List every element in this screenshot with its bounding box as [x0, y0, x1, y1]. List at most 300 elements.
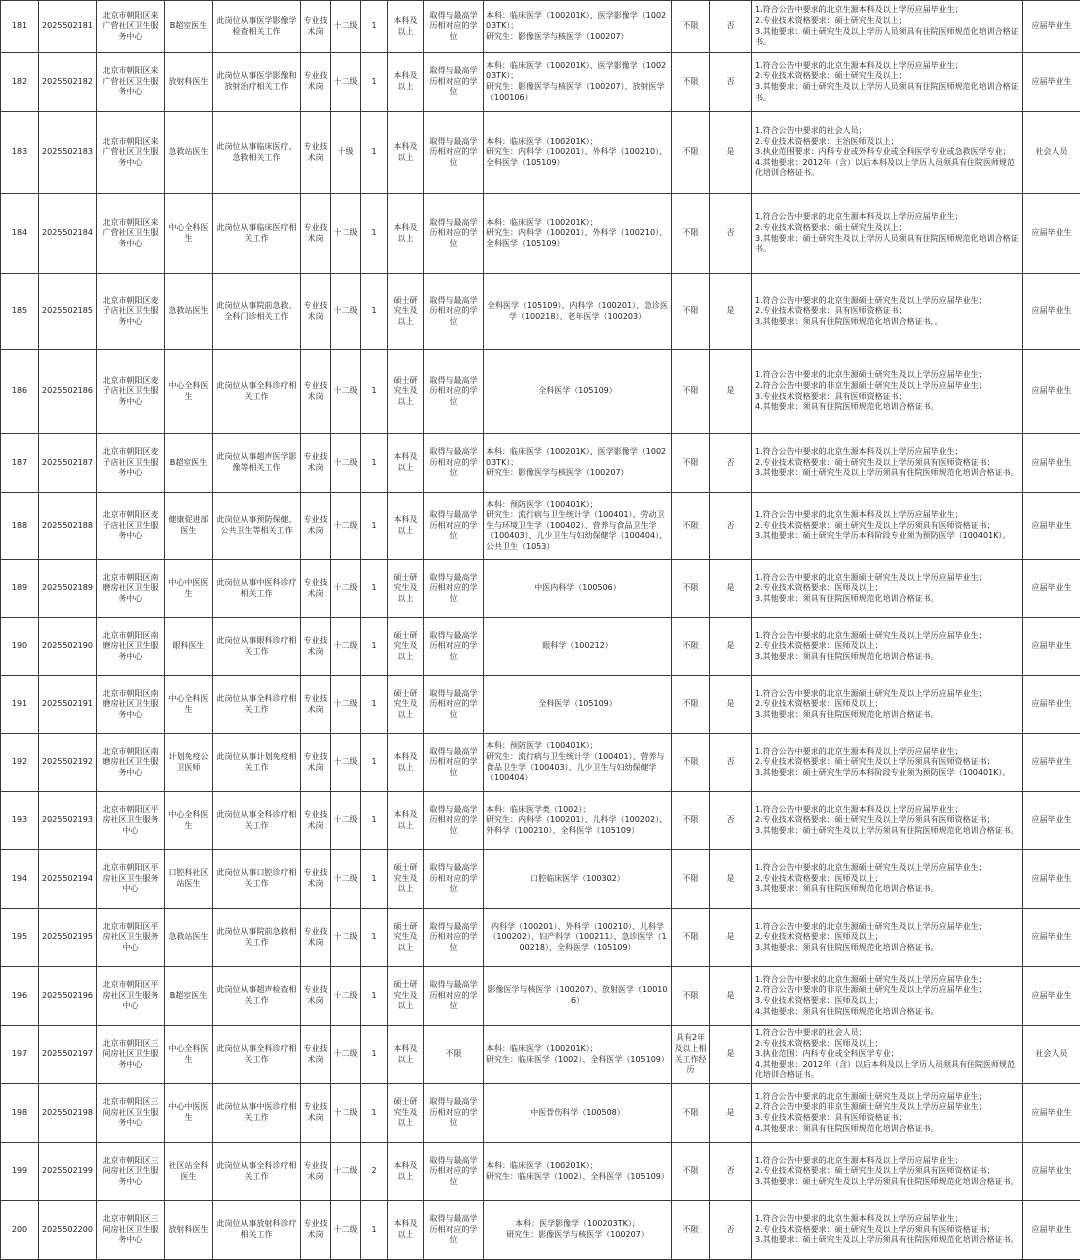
position-code-cell: 2025502189 — [39, 560, 97, 618]
position-name-cell: B超室医生 — [165, 434, 213, 493]
position-level-cell: 十二级 — [331, 792, 361, 850]
position-category-cell: 专业技术岗 — [301, 1084, 331, 1143]
position-name-cell: 中心全科医生 — [165, 676, 213, 734]
table-row — [1, 53, 1080, 112]
education-cell: 本科及以上 — [388, 792, 424, 850]
degree-cell: 取得与最高学历相对应的学位 — [424, 53, 484, 112]
degree-cell: 取得与最高学历相对应的学位 — [424, 1201, 484, 1260]
target-group-cell: 应届毕业生 — [1023, 850, 1080, 909]
row-number-cell: 200 — [1, 1201, 39, 1260]
other-requirements-cell: 1.符合公告中要求的北京生源本科及以上学历应届毕业生； 2.专业技术资格要求：硕士研究生及以上学历须具有医师资格证书； 3.其他要求：硕士研究生及以上学历须具有住院医师规范化培训合格证书。 — [752, 792, 1023, 850]
position-name-cell: 中心全科医生 — [165, 1026, 213, 1084]
position-duty-cell: 此岗位从事口腔诊疗相关工作 — [213, 850, 301, 909]
employer-unit-cell: 北京市朝阳区南磨房社区卫生服务中心 — [97, 560, 165, 618]
position-code-cell: 2025502187 — [39, 434, 97, 493]
education-cell: 硕士研究生及以上 — [388, 350, 424, 434]
row-number-cell: 188 — [1, 493, 39, 560]
written-exam-cell: 是 — [710, 676, 752, 734]
position-code-cell: 2025502185 — [39, 274, 97, 350]
position-code-cell: 2025502192 — [39, 734, 97, 792]
position-category-cell: 专业技术岗 — [301, 53, 331, 112]
work-experience-cell: 不限 — [672, 560, 710, 618]
education-cell: 硕士研究生及以上 — [388, 676, 424, 734]
education-cell: 硕士研究生及以上 — [388, 560, 424, 618]
position-level-cell: 十二级 — [331, 967, 361, 1026]
position-duty-cell: 此岗位从事中医诊疗相关工作 — [213, 1084, 301, 1143]
row-number-cell: 193 — [1, 792, 39, 850]
written-exam-cell: 否 — [710, 1201, 752, 1260]
table-row — [1, 560, 1080, 618]
table-row — [1, 350, 1080, 434]
major-cell: 本科：临床医学（100201K）； 研究生：临床医学（1002）、全科医学（105109） — [484, 1143, 672, 1201]
major-cell: 全科医学（105109） — [484, 350, 672, 434]
employer-unit-cell: 北京市朝阳区来广营社区卫生服务中心 — [97, 53, 165, 112]
position-name-cell: 社区站全科医生 — [165, 1143, 213, 1201]
row-number-cell: 195 — [1, 909, 39, 967]
work-experience-cell: 不限 — [672, 909, 710, 967]
position-level-cell: 十二级 — [331, 1084, 361, 1143]
position-duty-cell: 此岗位从事临床医疗相关工作 — [213, 194, 301, 274]
written-exam-cell: 是 — [710, 560, 752, 618]
target-group-cell: 应届毕业生 — [1023, 560, 1080, 618]
employer-unit-cell: 北京市朝阳区来广营社区卫生服务中心 — [97, 1, 165, 53]
education-cell: 硕士研究生及以上 — [388, 618, 424, 676]
written-exam-cell: 否 — [710, 734, 752, 792]
row-number-cell: 198 — [1, 1084, 39, 1143]
work-experience-cell: 不限 — [672, 967, 710, 1026]
major-cell: 本科：临床医学（100201K）、医学影像学（100203TK）； 研究生：影像医学与核医学（100207）、放射医学（100106） — [484, 53, 672, 112]
position-code-cell: 2025502190 — [39, 618, 97, 676]
position-name-cell: B超室医生 — [165, 967, 213, 1026]
target-group-cell: 社会人员 — [1023, 1026, 1080, 1084]
other-requirements-cell: 1.符合公告中要求的社会人员； 2.专业技术资格要求：医师及以上； 3.执业范围：内科专业或全科医学专业； 4.其他要求：2012年（含）以后本科及以上学历人员须具有住院医师规范化培训合格证书。 — [752, 1026, 1023, 1084]
work-experience-cell: 不限 — [672, 1201, 710, 1260]
position-duty-cell: 此岗位从事院前急救、全科门诊相关工作 — [213, 274, 301, 350]
position-level-cell: 十级 — [331, 112, 361, 194]
major-cell: 全科医学（105109）、内科学（100201）、急诊医学（100218）、老年医学（100203） — [484, 274, 672, 350]
written-exam-cell: 是 — [710, 350, 752, 434]
position-category-cell: 专业技术岗 — [301, 493, 331, 560]
other-requirements-cell: 1.符合公告中要求的北京生源本科及以上学历应届毕业生； 2.专业技术资格要求：硕士研究生及以上学历须具有医师资格证书； 3.其他要求：硕士研究生学历本科阶段专业须为预防医学（100401K）。 — [752, 493, 1023, 560]
target-group-cell: 社会人员 — [1023, 112, 1080, 194]
row-number-cell: 185 — [1, 274, 39, 350]
table-row — [1, 1201, 1080, 1260]
position-category-cell: 专业技术岗 — [301, 734, 331, 792]
position-level-cell: 十二级 — [331, 350, 361, 434]
position-name-cell: 眼科医生 — [165, 618, 213, 676]
table-row — [1, 850, 1080, 909]
written-exam-cell: 否 — [710, 1, 752, 53]
major-cell: 全科医学（105109） — [484, 676, 672, 734]
position-duty-cell: 此岗位从事超声检查相关工作 — [213, 967, 301, 1026]
position-duty-cell: 此岗位从事计划免疫相关工作 — [213, 734, 301, 792]
row-number-cell: 197 — [1, 1026, 39, 1084]
target-group-cell: 应届毕业生 — [1023, 194, 1080, 274]
education-cell: 硕士研究生及以上 — [388, 274, 424, 350]
position-code-cell: 2025502181 — [39, 1, 97, 53]
target-group-cell: 应届毕业生 — [1023, 792, 1080, 850]
position-name-cell: 急救站医生 — [165, 274, 213, 350]
major-cell: 本科：预防医学（100401K）； 研究生：流行病与卫生统计学（100401）、劳动卫生与环境卫生学（100402）、营养与食品卫生学（100403）、儿少卫生与妇幼保健学（100404）、公共卫生（1053） — [484, 493, 672, 560]
work-experience-cell: 不限 — [672, 1, 710, 53]
written-exam-cell: 是 — [710, 850, 752, 909]
work-experience-cell: 不限 — [672, 1143, 710, 1201]
position-duty-cell: 此岗位从事医学影像学检查相关工作 — [213, 1, 301, 53]
position-code-cell: 2025502195 — [39, 909, 97, 967]
table-row — [1, 734, 1080, 792]
education-cell: 本科及以上 — [388, 112, 424, 194]
position-duty-cell: 此岗位从事预防保健、公共卫生等相关工作 — [213, 493, 301, 560]
education-cell: 本科及以上 — [388, 1, 424, 53]
other-requirements-cell: 1.符合公告中要求的北京生源硕士研究生及以上学历应届毕业生； 2.专业技术资格要求：医师及以上； 3.其他要求：须具有住院医师规范化培训合格证书。 — [752, 850, 1023, 909]
row-number-cell: 192 — [1, 734, 39, 792]
table-row — [1, 434, 1080, 493]
work-experience-cell: 不限 — [672, 53, 710, 112]
position-name-cell: 中心中医医生 — [165, 560, 213, 618]
degree-cell: 取得与最高学历相对应的学位 — [424, 493, 484, 560]
education-cell: 硕士研究生及以上 — [388, 850, 424, 909]
target-group-cell: 应届毕业生 — [1023, 434, 1080, 493]
education-cell: 本科及以上 — [388, 734, 424, 792]
employer-unit-cell: 北京市朝阳区麦子店社区卫生服务中心 — [97, 350, 165, 434]
written-exam-cell: 否 — [710, 1143, 752, 1201]
position-name-cell: 中心全科医生 — [165, 194, 213, 274]
major-cell: 本科：医学影像学（100203TK）； 研究生：影像医学与核医学（100207） — [484, 1201, 672, 1260]
degree-cell: 取得与最高学历相对应的学位 — [424, 1, 484, 53]
other-requirements-cell: 1.符合公告中要求的北京生源本科及以上学历应届毕业生； 2.专业技术资格要求：硕士研究生及以上； 3.其他要求：硕士研究生及以上学历人员须具有住院医师规范化培训合格证书。 — [752, 53, 1023, 112]
hiring-count-cell: 1 — [361, 1, 388, 53]
position-code-cell: 2025502184 — [39, 194, 97, 274]
position-category-cell: 专业技术岗 — [301, 850, 331, 909]
table-row — [1, 194, 1080, 274]
work-experience-cell: 不限 — [672, 112, 710, 194]
hiring-count-cell: 1 — [361, 274, 388, 350]
hiring-count-cell: 1 — [361, 1084, 388, 1143]
table-row — [1, 1084, 1080, 1143]
position-duty-cell: 此岗位从事眼科诊疗相关工作 — [213, 618, 301, 676]
position-level-cell: 十二级 — [331, 493, 361, 560]
position-level-cell: 十二级 — [331, 1026, 361, 1084]
position-level-cell: 十二级 — [331, 434, 361, 493]
education-cell: 本科及以上 — [388, 1201, 424, 1260]
hiring-count-cell: 1 — [361, 194, 388, 274]
position-code-cell: 2025502200 — [39, 1201, 97, 1260]
target-group-cell: 应届毕业生 — [1023, 1143, 1080, 1201]
degree-cell: 取得与最高学历相对应的学位 — [424, 434, 484, 493]
row-number-cell: 183 — [1, 112, 39, 194]
degree-cell: 取得与最高学历相对应的学位 — [424, 112, 484, 194]
position-category-cell: 专业技术岗 — [301, 1143, 331, 1201]
education-cell: 本科及以上 — [388, 194, 424, 274]
position-category-cell: 专业技术岗 — [301, 112, 331, 194]
employer-unit-cell: 北京市朝阳区南磨房社区卫生服务中心 — [97, 676, 165, 734]
other-requirements-cell: 1.符合公告中要求的北京生源本科及以上学历应届毕业生； 2.专业技术资格要求：硕士研究生及以上学历须具有医师资格证书； 3.其他要求：硕士研究生学历本科阶段专业须为预防医学（100401K）。 — [752, 734, 1023, 792]
major-cell: 本科：临床医学（100201K）； 研究生：内科学（100201）、外科学（100210）、全科医学（105109） — [484, 194, 672, 274]
other-requirements-cell: 1.符合公告中要求的北京生源硕士研究生及以上学历应届毕业生； 2.专业技术资格要求：医师及以上； 3.其他要求：须具有住院医师规范化培训合格证书。 — [752, 618, 1023, 676]
position-duty-cell: 此岗位从事医学影像和放射治疗相关工作 — [213, 53, 301, 112]
position-duty-cell: 此岗位从事全科诊疗相关工作 — [213, 1026, 301, 1084]
position-code-cell: 2025502186 — [39, 350, 97, 434]
table-row — [1, 967, 1080, 1026]
major-cell: 本科：临床医学（100201K）、医学影像学（100203TK）； 研究生：影像医学与核医学（100207） — [484, 1, 672, 53]
position-name-cell: 放射科医生 — [165, 53, 213, 112]
target-group-cell: 应届毕业生 — [1023, 350, 1080, 434]
employer-unit-cell: 北京市朝阳区三间房社区卫生服务中心 — [97, 1201, 165, 1260]
hiring-count-cell: 1 — [361, 560, 388, 618]
row-number-cell: 181 — [1, 1, 39, 53]
position-code-cell: 2025502193 — [39, 792, 97, 850]
position-category-cell: 专业技术岗 — [301, 1026, 331, 1084]
position-level-cell: 十二级 — [331, 194, 361, 274]
hiring-count-cell: 1 — [361, 112, 388, 194]
employer-unit-cell: 北京市朝阳区麦子店社区卫生服务中心 — [97, 434, 165, 493]
other-requirements-cell: 1.符合公告中要求的北京生源本科及以上学历应届毕业生； 2.专业技术资格要求：硕士研究生及以上学历须具有医师资格证书； 3.其他要求：硕士研究生及以上学历须具有住院医师规范化培训合格证书。 — [752, 1143, 1023, 1201]
position-name-cell: 急救站医生 — [165, 909, 213, 967]
position-duty-cell: 此岗位从事中医科诊疗相关工作 — [213, 560, 301, 618]
degree-cell: 取得与最高学历相对应的学位 — [424, 194, 484, 274]
position-category-cell: 专业技术岗 — [301, 967, 331, 1026]
major-cell: 本科：临床医学类（1002）； 研究生：内科学（100201）、儿科学（100202）、外科学（100210）、全科医学（105109） — [484, 792, 672, 850]
employer-unit-cell: 北京市朝阳区南磨房社区卫生服务中心 — [97, 734, 165, 792]
target-group-cell: 应届毕业生 — [1023, 274, 1080, 350]
position-level-cell: 十二级 — [331, 274, 361, 350]
written-exam-cell: 否 — [710, 53, 752, 112]
table-row — [1, 676, 1080, 734]
position-category-cell: 专业技术岗 — [301, 1, 331, 53]
position-category-cell: 专业技术岗 — [301, 909, 331, 967]
education-cell: 硕士研究生及以上 — [388, 967, 424, 1026]
major-cell: 内科学（100201）、外科学（100210）、儿科学（100202）、妇产科学（100211）、急诊医学（100218）、全科医学（105109） — [484, 909, 672, 967]
written-exam-cell: 是 — [710, 618, 752, 676]
work-experience-cell: 不限 — [672, 493, 710, 560]
position-level-cell: 十二级 — [331, 1143, 361, 1201]
row-number-cell: 190 — [1, 618, 39, 676]
position-code-cell: 2025502194 — [39, 850, 97, 909]
row-number-cell: 191 — [1, 676, 39, 734]
position-level-cell: 十二级 — [331, 734, 361, 792]
work-experience-cell: 不限 — [672, 618, 710, 676]
education-cell: 本科及以上 — [388, 1026, 424, 1084]
target-group-cell: 应届毕业生 — [1023, 53, 1080, 112]
written-exam-cell: 是 — [710, 967, 752, 1026]
work-experience-cell: 不限 — [672, 676, 710, 734]
table-row — [1, 618, 1080, 676]
hiring-count-cell: 2 — [361, 1143, 388, 1201]
position-code-cell: 2025502182 — [39, 53, 97, 112]
major-cell: 眼科学（100212） — [484, 618, 672, 676]
target-group-cell: 应届毕业生 — [1023, 967, 1080, 1026]
position-duty-cell: 此岗位从事院前急救相关工作 — [213, 909, 301, 967]
hiring-count-cell: 1 — [361, 850, 388, 909]
employer-unit-cell: 北京市朝阳区平房社区卫生服务中心 — [97, 967, 165, 1026]
work-experience-cell: 不限 — [672, 194, 710, 274]
degree-cell: 取得与最高学历相对应的学位 — [424, 1084, 484, 1143]
degree-cell: 取得与最高学历相对应的学位 — [424, 850, 484, 909]
row-number-cell: 187 — [1, 434, 39, 493]
work-experience-cell: 不限 — [672, 850, 710, 909]
position-name-cell: 急救站医生 — [165, 112, 213, 194]
hiring-count-cell: 1 — [361, 53, 388, 112]
hiring-count-cell: 1 — [361, 676, 388, 734]
table-row — [1, 1143, 1080, 1201]
hiring-count-cell: 1 — [361, 493, 388, 560]
row-number-cell: 189 — [1, 560, 39, 618]
written-exam-cell: 否 — [710, 792, 752, 850]
hiring-count-cell: 1 — [361, 350, 388, 434]
major-cell: 本科：临床医学（100201K）； 研究生：内科学（100201）、外科学（100210）、全科医学（105109） — [484, 112, 672, 194]
education-cell: 本科及以上 — [388, 493, 424, 560]
education-cell: 硕士研究生及以上 — [388, 1084, 424, 1143]
hiring-count-cell: 1 — [361, 734, 388, 792]
written-exam-cell: 否 — [710, 434, 752, 493]
other-requirements-cell: 1.符合公告中要求的社会人员； 2.专业技术资格要求：主治医师及以上； 3.执业范围要求：内科专业或外科专业或全科医学专业或急救医学专业； 4.其他要求：2012年（含）以后本科及以上学历人员须具有住院医师规范化培训合格证书。 — [752, 112, 1023, 194]
written-exam-cell: 是 — [710, 909, 752, 967]
position-category-cell: 专业技术岗 — [301, 676, 331, 734]
other-requirements-cell: 1.符合公告中要求的北京生源本科及以上学历应届毕业生； 2.专业技术资格要求：硕士研究生及以上； 3.其他要求：硕士研究生及以上学历人员须具有住院医师规范化培训合格证书。 — [752, 194, 1023, 274]
hiring-count-cell: 1 — [361, 1026, 388, 1084]
target-group-cell: 应届毕业生 — [1023, 493, 1080, 560]
work-experience-cell: 不限 — [672, 350, 710, 434]
other-requirements-cell: 1.符合公告中要求的北京生源本科及以上学历应届毕业生； 2.专业技术资格要求：硕士研究生及以上； 3.其他要求：硕士研究生及以上学历人员须具有住院医师规范化培训合格证书。 — [752, 1, 1023, 53]
employer-unit-cell: 北京市朝阳区麦子店社区卫生服务中心 — [97, 493, 165, 560]
target-group-cell: 应届毕业生 — [1023, 676, 1080, 734]
position-code-cell: 2025502197 — [39, 1026, 97, 1084]
written-exam-cell: 否 — [710, 194, 752, 274]
position-duty-cell: 此岗位从事全科诊疗相关工作 — [213, 350, 301, 434]
position-category-cell: 专业技术岗 — [301, 618, 331, 676]
hiring-count-cell: 1 — [361, 792, 388, 850]
other-requirements-cell: 1.符合公告中要求的北京生源硕士研究生及以上学历应届毕业生； 2.符合公告中要求的非京生源硕士研究生及以上学历应届毕业生； 3.专业技术资格要求：医师及以上； 4.其他要求：须具有住院医师规范化培训合格证书。 — [752, 967, 1023, 1026]
position-name-cell: B超室医生 — [165, 1, 213, 53]
position-name-cell: 健康促进部医生 — [165, 493, 213, 560]
row-number-cell: 182 — [1, 53, 39, 112]
degree-cell: 取得与最高学历相对应的学位 — [424, 792, 484, 850]
row-number-cell: 184 — [1, 194, 39, 274]
education-cell: 本科及以上 — [388, 1143, 424, 1201]
position-duty-cell: 此岗位从事超声医学影像等相关工作 — [213, 434, 301, 493]
position-level-cell: 十二级 — [331, 676, 361, 734]
position-code-cell: 2025502191 — [39, 676, 97, 734]
degree-cell: 取得与最高学历相对应的学位 — [424, 350, 484, 434]
hiring-count-cell: 1 — [361, 1201, 388, 1260]
major-cell: 影像医学与核医学（100207）、放射医学（100106） — [484, 967, 672, 1026]
major-cell: 口腔临床医学（100302） — [484, 850, 672, 909]
position-code-cell: 2025502183 — [39, 112, 97, 194]
target-group-cell: 应届毕业生 — [1023, 1201, 1080, 1260]
work-experience-cell: 不限 — [672, 1084, 710, 1143]
target-group-cell: 应届毕业生 — [1023, 734, 1080, 792]
degree-cell: 取得与最高学历相对应的学位 — [424, 676, 484, 734]
employer-unit-cell: 北京市朝阳区三间房社区卫生服务中心 — [97, 1084, 165, 1143]
written-exam-cell: 是 — [710, 274, 752, 350]
major-cell: 本科：预防医学（100401K）； 研究生：流行病与卫生统计学（100401）、营养与食品卫生学（100403）、儿少卫生与妇幼保健学（100404） — [484, 734, 672, 792]
major-cell: 中医内科学（100506） — [484, 560, 672, 618]
position-code-cell: 2025502196 — [39, 967, 97, 1026]
position-category-cell: 专业技术岗 — [301, 274, 331, 350]
other-requirements-cell: 1.符合公告中要求的北京生源硕士研究生及以上学历应届毕业生； 2.专业技术资格要求：医师及以上； 3.其他要求：须具有住院医师规范化培训合格证书。 — [752, 676, 1023, 734]
work-experience-cell: 不限 — [672, 434, 710, 493]
position-duty-cell: 此岗位从事全科诊疗相关工作 — [213, 792, 301, 850]
employer-unit-cell: 北京市朝阳区平房社区卫生服务中心 — [97, 850, 165, 909]
employer-unit-cell: 北京市朝阳区平房社区卫生服务中心 — [97, 792, 165, 850]
position-name-cell: 放射科医生 — [165, 1201, 213, 1260]
degree-cell: 取得与最高学历相对应的学位 — [424, 618, 484, 676]
table-body — [1, 1, 1080, 1260]
position-duty-cell: 此岗位从事临床医疗、急救相关工作 — [213, 112, 301, 194]
employer-unit-cell: 北京市朝阳区三间房社区卫生服务中心 — [97, 1143, 165, 1201]
position-level-cell: 十二级 — [331, 1201, 361, 1260]
employer-unit-cell: 北京市朝阳区三间房社区卫生服务中心 — [97, 1026, 165, 1084]
position-category-cell: 专业技术岗 — [301, 560, 331, 618]
target-group-cell: 应届毕业生 — [1023, 1, 1080, 53]
position-category-cell: 专业技术岗 — [301, 1201, 331, 1260]
position-level-cell: 十二级 — [331, 850, 361, 909]
target-group-cell: 应届毕业生 — [1023, 909, 1080, 967]
table-row — [1, 493, 1080, 560]
position-category-cell: 专业技术岗 — [301, 434, 331, 493]
hiring-count-cell: 1 — [361, 909, 388, 967]
work-experience-cell: 不限 — [672, 734, 710, 792]
other-requirements-cell: 1.符合公告中要求的北京生源硕士研究生及以上学历应届毕业生； 2.符合公告中要求的非京生源硕士研究生及以上学历应届毕业生； 3.专业技术资格要求：具有医师资格证书； 4.其他要求：须具有住院医师规范化培训合格证书。 — [752, 1084, 1023, 1143]
position-duty-cell: 此岗位从事全科诊疗相关工作 — [213, 1143, 301, 1201]
other-requirements-cell: 1.符合公告中要求的北京生源硕士研究生及以上学历应届毕业生； 2.符合公告中要求的非京生源硕士研究生及以上学历应届毕业生； 3.专业技术资格要求：具有医师资格证书； 4.其他要求：须具有住院医师规范化培训合格证书。 — [752, 350, 1023, 434]
table-row — [1, 909, 1080, 967]
other-requirements-cell: 1.符合公告中要求的北京生源硕士研究生及以上学历应届毕业生； 2.专业技术资格要求：医师及以上； 3.其他要求：须具有住院医师规范化培训合格证书。 — [752, 909, 1023, 967]
written-exam-cell: 否 — [710, 493, 752, 560]
position-code-cell: 2025502188 — [39, 493, 97, 560]
position-duty-cell: 此岗位从事全科诊疗相关工作 — [213, 676, 301, 734]
position-code-cell: 2025502198 — [39, 1084, 97, 1143]
position-name-cell: 中心全科医生 — [165, 350, 213, 434]
position-level-cell: 十二级 — [331, 1, 361, 53]
target-group-cell: 应届毕业生 — [1023, 1084, 1080, 1143]
employer-unit-cell: 北京市朝阳区来广营社区卫生服务中心 — [97, 112, 165, 194]
hiring-count-cell: 1 — [361, 967, 388, 1026]
education-cell: 本科及以上 — [388, 434, 424, 493]
position-name-cell: 中心全科医生 — [165, 792, 213, 850]
other-requirements-cell: 1.符合公告中要求的北京生源硕士研究生及以上学历应届毕业生； 2.专业技术资格要求：医师及以上； 3.其他要求：须具有住院医师规范化培训合格证书。 — [752, 560, 1023, 618]
row-number-cell: 199 — [1, 1143, 39, 1201]
other-requirements-cell: 1.符合公告中要求的北京生源本科及以上学历应届毕业生； 2.专业技术资格要求：硕士研究生及以上学历须具有医师资格证书； 3.其他要求：硕士研究生及以上学历须具有住院医师规范化培训合格证书。 — [752, 434, 1023, 493]
work-experience-cell: 不限 — [672, 274, 710, 350]
written-exam-cell: 是 — [710, 1084, 752, 1143]
work-experience-cell: 不限 — [672, 792, 710, 850]
position-level-cell: 十二级 — [331, 909, 361, 967]
position-name-cell: 口腔科社区站医生 — [165, 850, 213, 909]
table-row — [1, 1026, 1080, 1084]
row-number-cell: 186 — [1, 350, 39, 434]
work-experience-cell: 具有2年及以上相关工作经历 — [672, 1026, 710, 1084]
degree-cell: 取得与最高学历相对应的学位 — [424, 274, 484, 350]
row-number-cell: 196 — [1, 967, 39, 1026]
position-category-cell: 专业技术岗 — [301, 792, 331, 850]
employer-unit-cell: 北京市朝阳区麦子店社区卫生服务中心 — [97, 274, 165, 350]
employer-unit-cell: 北京市朝阳区来广营社区卫生服务中心 — [97, 194, 165, 274]
position-name-cell: 中心中医医生 — [165, 1084, 213, 1143]
position-level-cell: 十二级 — [331, 618, 361, 676]
degree-cell: 取得与最高学历相对应的学位 — [424, 967, 484, 1026]
position-name-cell: 计划免疫公卫医师 — [165, 734, 213, 792]
major-cell: 本科：临床医学（100201K）； 研究生：临床医学（1002）、全科医学（105109） — [484, 1026, 672, 1084]
other-requirements-cell: 1.符合公告中要求的北京生源硕士研究生及以上学历应届毕业生； 2.专业技术资格要求：具有医师资格证书； 3.其他要求：须具有住院医师规范化培训合格证书，。 — [752, 274, 1023, 350]
education-cell: 硕士研究生及以上 — [388, 909, 424, 967]
table-row — [1, 792, 1080, 850]
degree-cell: 不限 — [424, 1026, 484, 1084]
row-number-cell: 194 — [1, 850, 39, 909]
hiring-count-cell: 1 — [361, 618, 388, 676]
written-exam-cell: 是 — [710, 1026, 752, 1084]
degree-cell: 取得与最高学历相对应的学位 — [424, 1143, 484, 1201]
